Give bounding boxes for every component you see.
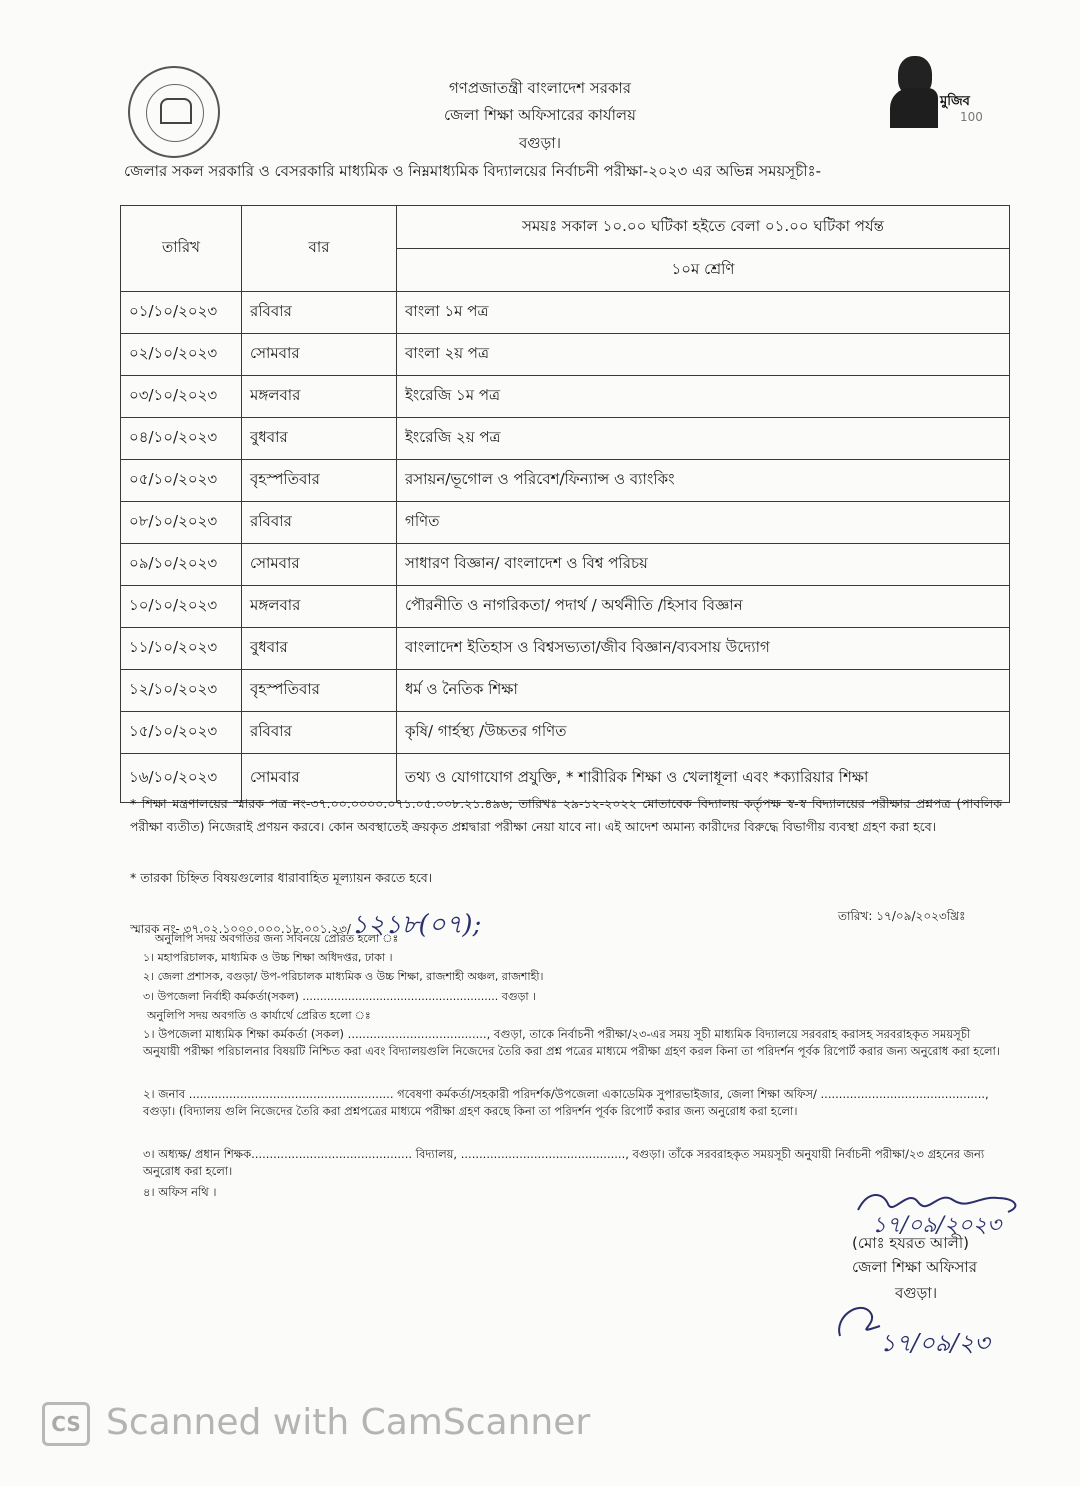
schedule-row (121, 544, 1010, 586)
exam-day-cell: বৃহস্পতিবার (242, 670, 397, 712)
exam-subject-cell: বাংলা ২য় পত্র (397, 334, 1010, 376)
exam-subject-cell: বাংলা ১ম পত্র (397, 292, 1010, 334)
exam-subject-cell: বাংলাদেশ ইতিহাস ও বিশ্বসভ্যতা/জীব বিজ্ঞান/ব্যবসায় উদ্যোগ (397, 628, 1010, 670)
camscanner-logo-icon: CS (42, 1402, 90, 1446)
exam-date-cell: ০৩/১০/২০২৩ (121, 376, 242, 418)
exam-day-cell: রবিবার (242, 502, 397, 544)
schedule-row (121, 460, 1010, 502)
exam-schedule-table (120, 205, 1010, 803)
officer-place: বগুড়া। (895, 1284, 938, 1302)
memo-ref-number: স্মারক নং- ৩৭.০২.১০০০.০০০.১৮.০০১.২৩/ (130, 922, 351, 936)
action-item: ২। জনাব ........................................................ গবেষণা কর্মকর্তা/সহকারী পরিদর্শক/উপজেলা একাডেমিক সুপারভাইজার, জেলা শিক্ষা অফিস/ ............................................., বগুড়া। (বিদ্যালয় গুলি নিজেদের তৈরি করা প্রশ্নপত্রের মাধ্যমে পরীক্ষা গ্রহণ করছে কিনা তা পরিদর্শন পূর্বক রিপোর্ট করার জন্য অনুরোধ করা হলো। (143, 1087, 989, 1118)
officer-designation: জেলা শিক্ষা অফিসার (852, 1258, 977, 1276)
exam-day-cell: মঙ্গলবার (242, 586, 397, 628)
schedule-row (121, 712, 1010, 754)
cc-item: ৩। উপজেলা নির্বাহী কর্মকর্তা(সকল) ........................................................ বগুড়া । (143, 990, 537, 1003)
schedule-row (121, 334, 1010, 376)
action-item: ৩। অধ্যক্ষ/ প্রধান শিক্ষক............................................ বিদ্যালয়, ............................................., বগুড়া। তাঁকে সরবরাহকৃত সময়সূচী অনুযায়ী নির্বাচনী পরীক্ষা/২৩ গ্রহনের জন্য অনুরোধ করা হলো। (143, 1147, 985, 1178)
exam-date-cell: ১২/১০/২০২৩ (121, 670, 242, 712)
cc-item: ২। জেলা প্রশাসক, বগুড়া/ উপ-পরিচালক মাধ্যমিক ও উচ্চ শিক্ষা, রাজশাহী অঞ্চল, রাজশাহী। (143, 970, 544, 983)
exam-subject-cell: পৌরনীতি ও নাগরিকতা/ পদার্থ / অর্থনীতি /হিসাব বিজ্ঞান (397, 586, 1010, 628)
schedule-row (121, 502, 1010, 544)
cc-intro: অনুলিপি সদয় অবগতির জন্য সবিনয়ে প্রেরিত হলো ঃ (155, 932, 399, 945)
exam-subject-cell: সাধারণ বিজ্ঞান/ বাংলাদেশ ও বিশ্ব পরিচয় (397, 544, 1010, 586)
exam-day-cell: সোমবার (242, 544, 397, 586)
exam-day-cell: বুধবার (242, 418, 397, 460)
exam-date-cell: ০৪/১০/২০২৩ (121, 418, 242, 460)
schedule-row (121, 418, 1010, 460)
cc-item: ১। মহাপরিচালক, মাধ্যমিক ও উচ্চ শিক্ষা অধিদপ্তর, ঢাকা । (143, 951, 393, 964)
schedule-row (121, 670, 1010, 712)
exam-day-cell: বুধবার (242, 628, 397, 670)
exam-subject-cell: রসায়ন/ভূগোল ও পরিবেশ/ফিন্যান্স ও ব্যাংকিং (397, 460, 1010, 502)
exam-date-cell: ০২/১০/২০২৩ (121, 334, 242, 376)
header-office: জেলা শিক্ষা অফিসারের কার্যালয় (444, 106, 636, 124)
exam-day-cell: বৃহস্পতিবার (242, 460, 397, 502)
schedule-rows (121, 292, 1010, 803)
schedule-row (121, 292, 1010, 334)
exam-date-cell: ০১/১০/২০২৩ (121, 292, 242, 334)
exam-day-cell: রবিবার (242, 292, 397, 334)
column-header-date: তারিখ (121, 206, 242, 292)
exam-day-cell: সোমবার (242, 754, 397, 803)
mujib-label: মুজিব (940, 94, 970, 109)
watermark-text: Scanned with CamScanner (106, 1402, 591, 1443)
exam-day-cell: রবিবার (242, 712, 397, 754)
mujib-number: 100 (960, 110, 983, 124)
exam-subject-cell: কৃষি/ গার্হস্থ্য /উচ্চতর গণিত (397, 712, 1010, 754)
schedule-row (121, 628, 1010, 670)
header-district: বগুড়া। (518, 134, 562, 152)
ministry-note: * শিক্ষা মন্ত্রণালয়ের স্মারক পত্র নং-৩৭.০০.০০০০.০৭১.০৫.০০৮.২১.৪৯৬; তারিখঃ ২৯-১২-২০২২ মোতাবেক বিদ্যালয় কর্তৃপক্ষ স্ব-স্ব বিদ্যালয়ের পরীক্ষার প্রশ্নপত্র (পাবলিক পরীক্ষা ব্যতীত) নিজেরাই প্রণয়ন করবে। কোন অবস্থাতেই ক্রয়কৃত প্রশ্নদ্বারা পরীক্ষা নেয়া যাবে না। এই আদেশ অমান্য কারীদের বিরুদ্ধে বিভাগীয় ব্যবস্থা গ্রহণ করা হবে। (130, 796, 1002, 834)
schedule-row (121, 586, 1010, 628)
exam-date-cell: ১১/১০/২০২৩ (121, 628, 242, 670)
memo-date: তারিখ: ১৭/০৯/২০২৩খ্রিঃ (838, 909, 966, 923)
exam-date-cell: ০৫/১০/২০২৩ (121, 460, 242, 502)
exam-date-cell: ১৬/১০/২০২৩ (121, 754, 242, 803)
memo-ref-handwritten: ১২১৮(০৭); (350, 910, 482, 940)
exam-date-cell: ০৮/১০/২০২৩ (121, 502, 242, 544)
schedule-row (121, 376, 1010, 418)
column-header-day: বার (242, 206, 397, 292)
exam-subject-cell: ধর্ম ও নৈতিক শিক্ষা (397, 670, 1010, 712)
signature-date-handwritten: ১৭/০৯/২০২৩ (872, 1213, 1002, 1238)
exam-subject-cell: গণিত (397, 502, 1010, 544)
exam-date-cell: ১৫/১০/২০২৩ (121, 712, 242, 754)
action-item: ১। উপজেলা মাধ্যমিক শিক্ষা কর্মকর্তা (সকল) ......................................, বগুড়া, তাকে নির্বাচনী পরীক্ষা/২৩-এর সময় সূচী মাধ্যমিক বিদ্যালয়ে সরবরাহ করাসহ সরবরাহকৃত সময়সূচী অনুযায়ী পরীক্ষা পরিচালনার বিষয়টি নিশ্চিত করা এবং বিদ্যালয়গুলি নিজেদের তৈরি করা প্রশ্ন পত্রের মাধ্যমে পরীক্ষা গ্রহণ করল কিনা তা পরিদর্শন পূর্বক রিপোর্ট করার জন্য অনুরোধ করা হলো। (143, 1027, 1000, 1058)
exam-day-cell: মঙ্গলবার (242, 376, 397, 418)
exam-date-cell: ১০/১০/২০২৩ (121, 586, 242, 628)
action-item: ৪। অফিস নথি । (143, 1185, 217, 1199)
action-intro: অনুলিপি সদয় অবগতি ও কার্যার্থে প্রেরিত হলো ঃ (147, 1009, 371, 1022)
class-header: ১০ম শ্রেণি (397, 249, 1010, 292)
exam-day-cell: সোমবার (242, 334, 397, 376)
handwritten-date: ১৭/০৯/২৩ (880, 1329, 990, 1357)
exam-date-cell: ০৯/১০/২০২৩ (121, 544, 242, 586)
exam-subject-cell: ইংরেজি ১ম পত্র (397, 376, 1010, 418)
time-header: সময়ঃ সকাল ১০.০০ ঘটিকা হইতে বেলা ০১.০০ ঘটিকা পর্যন্ত (397, 206, 1010, 249)
schedule-title: জেলার সকল সরকারি ও বেসরকারি মাধ্যমিক ও নিম্নমাধ্যমিক বিদ্যালয়ের নির্বাচনী পরীক্ষা-২০২৩ এর অভিন্ন সময়সূচীঃ- (124, 162, 821, 180)
star-note: * তারকা চিহ্নিত বিষয়গুলোর ধারাবাহিত মূল্যায়ন করতে হবে। (130, 870, 433, 885)
officer-name: (মোঃ হযরত আলী) (852, 1234, 969, 1252)
exam-subject-cell: তথ্য ও যোগাযোগ প্রযুক্তি, * শারীরিক শিক্ষা ও খেলাধূলা এবং *ক্যারিয়ার শিক্ষা (397, 754, 1010, 803)
exam-subject-cell: ইংরেজি ২য় পত্র (397, 418, 1010, 460)
header-government: গণপ্রজাতন্ত্রী বাংলাদেশ সরকার (448, 79, 632, 97)
